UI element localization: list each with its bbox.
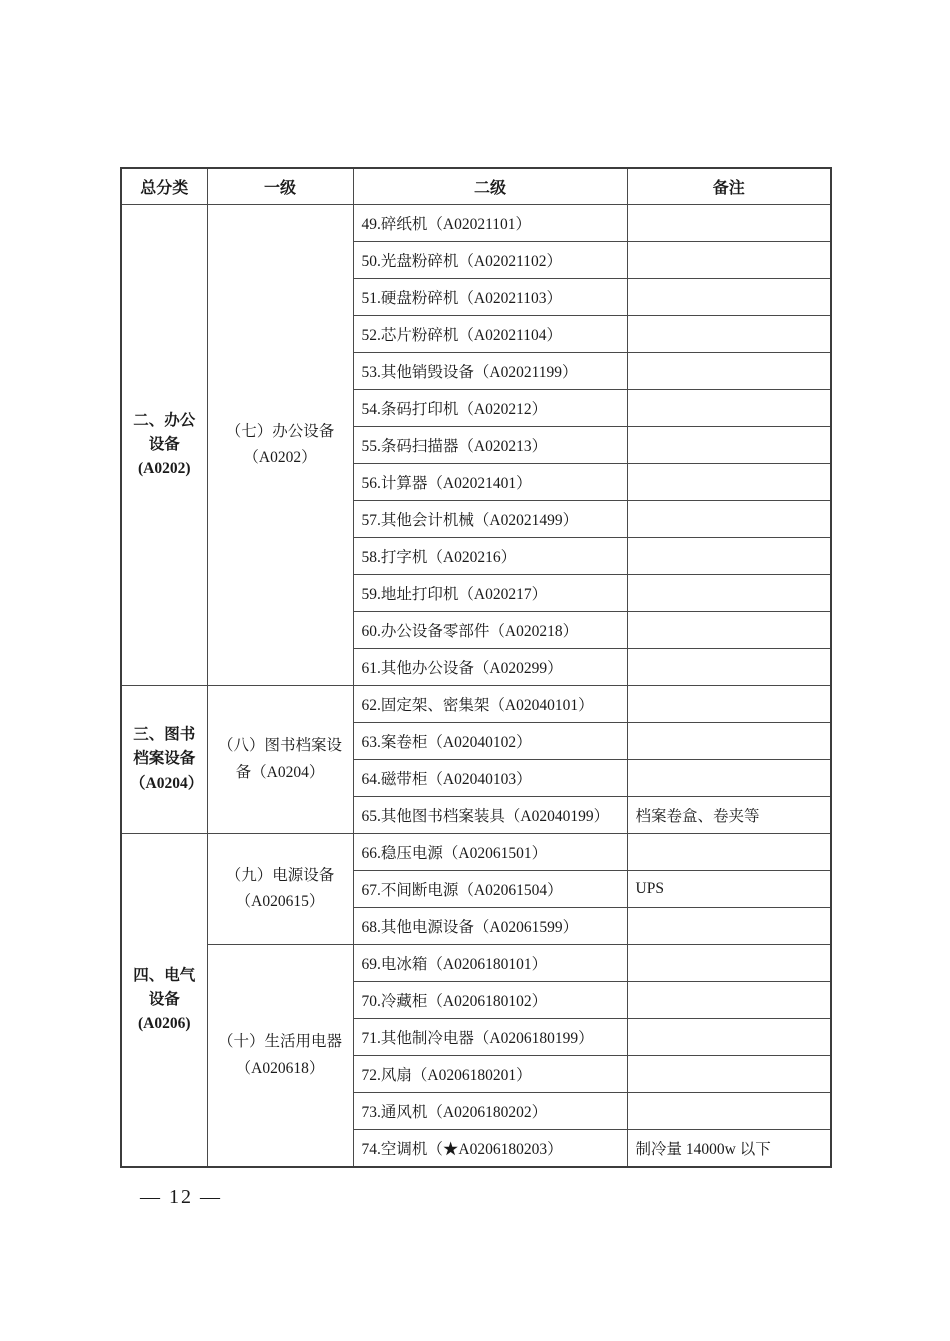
level2-cell: 67.不间断电源（A02061504）	[353, 871, 627, 908]
level2-cell: 56.计算器（A02021401）	[353, 464, 627, 501]
remark-cell: UPS	[627, 871, 831, 908]
table-header	[121, 168, 831, 205]
remark-cell	[627, 760, 831, 797]
level2-cell: 63.案卷柜（A02040102）	[353, 723, 627, 760]
remark-cell	[627, 390, 831, 427]
level2-cell: 58.打字机（A020216）	[353, 538, 627, 575]
level2-cell: 49.碎纸机（A02021101）	[353, 205, 627, 242]
level2-cell: 72.风扇（A0206180201）	[353, 1056, 627, 1093]
remark-cell	[627, 501, 831, 538]
remark-cell	[627, 649, 831, 686]
level2-cell: 70.冷藏柜（A0206180102）	[353, 982, 627, 1019]
level2-cell: 55.条码扫描器（A020213）	[353, 427, 627, 464]
remark-cell	[627, 316, 831, 353]
remark-cell	[627, 612, 831, 649]
level2-cell: 68.其他电源设备（A02061599）	[353, 908, 627, 945]
remark-cell	[627, 945, 831, 982]
level1-cell: （七）办公设备（A0202）	[207, 205, 353, 686]
level2-cell: 61.其他办公设备（A020299）	[353, 649, 627, 686]
remark-cell	[627, 575, 831, 612]
level2-cell: 53.其他销毁设备（A02021199）	[353, 353, 627, 390]
level2-cell: 74.空调机（★A0206180203）	[353, 1130, 627, 1168]
category-cell: 三、图书档案设备（A0204）	[121, 686, 207, 834]
remark-cell: 档案卷盒、卷夹等	[627, 797, 831, 834]
level2-cell: 57.其他会计机械（A02021499）	[353, 501, 627, 538]
category-cell: 二、办公设备(A0202)	[121, 205, 207, 686]
remark-cell	[627, 464, 831, 501]
column-header-2: 二级	[353, 168, 627, 205]
remark-cell	[627, 686, 831, 723]
level2-cell: 52.芯片粉碎机（A02021104）	[353, 316, 627, 353]
column-header-0: 总分类	[121, 168, 207, 205]
table-row	[121, 686, 831, 723]
remark-cell	[627, 982, 831, 1019]
classification-table	[120, 167, 832, 1168]
column-header-1: 一级	[207, 168, 353, 205]
category-cell: 四、电气设备(A0206)	[121, 834, 207, 1168]
remark-cell	[627, 1019, 831, 1056]
level2-cell: 50.光盘粉碎机（A02021102）	[353, 242, 627, 279]
remark-cell	[627, 205, 831, 242]
header-row	[121, 168, 831, 205]
level2-cell: 71.其他制冷电器（A0206180199）	[353, 1019, 627, 1056]
remark-cell	[627, 427, 831, 464]
remark-cell	[627, 242, 831, 279]
level2-cell: 62.固定架、密集架（A02040101）	[353, 686, 627, 723]
table-row	[121, 834, 831, 871]
level2-cell: 59.地址打印机（A020217）	[353, 575, 627, 612]
level1-cell: （十）生活用电器（A020618）	[207, 945, 353, 1168]
remark-cell	[627, 723, 831, 760]
level2-cell: 73.通风机（A0206180202）	[353, 1093, 627, 1130]
remark-cell	[627, 1056, 831, 1093]
remark-cell	[627, 279, 831, 316]
remark-cell	[627, 908, 831, 945]
level2-cell: 51.硬盘粉碎机（A02021103）	[353, 279, 627, 316]
level1-cell: （八）图书档案设备（A0204）	[207, 686, 353, 834]
level2-cell: 54.条码打印机（A020212）	[353, 390, 627, 427]
remark-cell	[627, 353, 831, 390]
remark-cell: 制冷量 14000w 以下	[627, 1130, 831, 1168]
remark-cell	[627, 1093, 831, 1130]
table-row	[121, 205, 831, 242]
column-header-3: 备注	[627, 168, 831, 205]
page-number: — 12 —	[140, 1186, 222, 1208]
level2-cell: 66.稳压电源（A02061501）	[353, 834, 627, 871]
table-row	[121, 945, 831, 982]
remark-cell	[627, 834, 831, 871]
level1-cell: （九）电源设备（A020615）	[207, 834, 353, 945]
table-body	[121, 205, 831, 1168]
level2-cell: 65.其他图书档案装具（A02040199）	[353, 797, 627, 834]
level2-cell: 64.磁带柜（A02040103）	[353, 760, 627, 797]
remark-cell	[627, 538, 831, 575]
level2-cell: 69.电冰箱（A0206180101）	[353, 945, 627, 982]
level2-cell: 60.办公设备零部件（A020218）	[353, 612, 627, 649]
